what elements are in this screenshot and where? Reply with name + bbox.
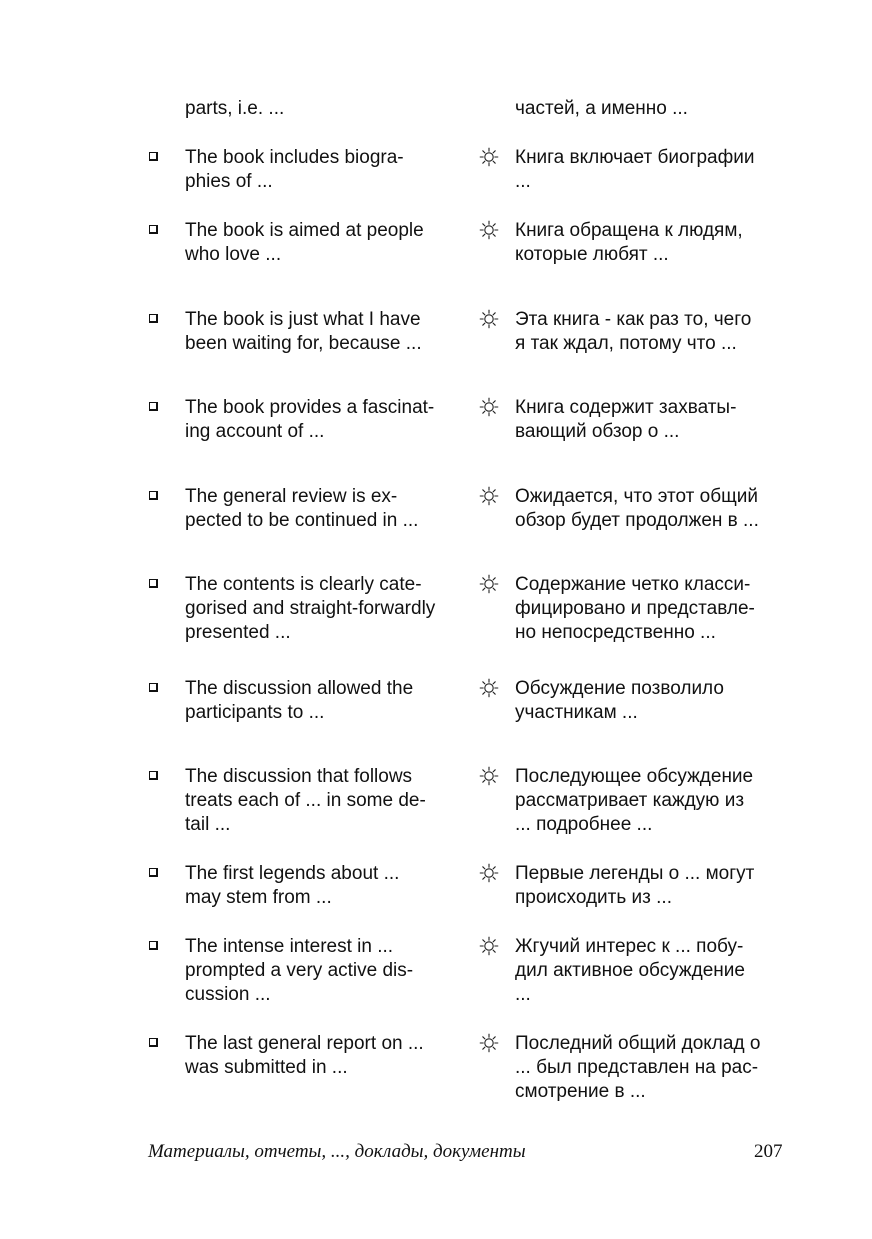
english-phrase-line: prompted a very active dis- (185, 960, 414, 982)
english-phrase (185, 146, 404, 194)
russian-translation (515, 677, 724, 725)
english-phrase-line: gorised and straight-forwardly (185, 598, 436, 620)
russian-translation-line: Эта книга - как раз то, чего (515, 309, 752, 330)
sun-icon (479, 220, 499, 240)
russian-translation-line: Книга обращена к людям, (515, 220, 743, 241)
english-phrase-line: The last general report on ... (185, 1033, 424, 1054)
russian-translation-line: ... (515, 984, 531, 1006)
english-phrase-line: phies of ... (185, 171, 273, 193)
english-phrase-line: The book is just what I have (185, 309, 421, 330)
russian-translation-line: Книга включает биографии (515, 147, 755, 168)
english-phrase-line: The intense interest in ... (185, 936, 394, 957)
sun-icon (479, 397, 499, 417)
russian-translation (515, 485, 759, 533)
russian-translation (515, 146, 754, 194)
sun-icon (479, 574, 499, 594)
checkbox-square-icon (149, 225, 158, 234)
russian-translation-line: Книга содержит захваты- (515, 397, 737, 418)
english-phrase-line: treats each of ... in some de- (185, 790, 426, 812)
english-phrase (185, 396, 434, 444)
checkbox-square-icon (149, 771, 158, 780)
english-phrase (185, 219, 424, 267)
russian-translation-line: фицировано и представле- (515, 598, 755, 620)
russian-translation (515, 862, 754, 910)
sun-icon (479, 936, 499, 956)
english-phrase-line: tail ... (185, 814, 231, 836)
english-phrase-line: presented ... (185, 622, 291, 644)
sun-icon (479, 486, 499, 506)
sun-icon (479, 1033, 499, 1053)
russian-translation (515, 396, 736, 444)
checkbox-square-icon (149, 579, 158, 588)
sun-icon (479, 309, 499, 329)
english-phrase (185, 308, 422, 356)
russian-translation-line: вающий обзор о ... (515, 421, 680, 443)
russian-translation-line: ... был представлен на рас- (515, 1057, 759, 1079)
sun-icon (479, 147, 499, 167)
english-phrase (185, 862, 399, 910)
english-phrase-line: The first legends about ... (185, 863, 400, 884)
sun-icon (479, 863, 499, 883)
russian-translation-line: обзор будет продолжен в ... (515, 510, 759, 532)
running-footer-title: Материалы, отчеты, ..., доклады, документы (148, 1141, 526, 1162)
english-phrase-line: been waiting for, because ... (185, 333, 422, 355)
english-phrase-line: The discussion that follows (185, 766, 413, 787)
english-phrase-line: The contents is clearly cate- (185, 574, 422, 595)
english-phrase (185, 677, 413, 725)
english-phrase (185, 765, 426, 838)
english-phrase (185, 573, 435, 646)
russian-translation-line: ... подробнее ... (515, 814, 653, 836)
russian-translation-line: ... (515, 171, 531, 193)
page-number: 207 (754, 1141, 783, 1162)
russian-translation-line: Ожидается, что этот общий (515, 486, 758, 507)
english-phrase-line: participants to ... (185, 702, 325, 724)
russian-translation (515, 1032, 760, 1105)
english-phrase-line: was submitted in ... (185, 1057, 348, 1079)
english-phrase (185, 1032, 424, 1080)
russian-translation-line: которые любят ... (515, 244, 669, 266)
checkbox-square-icon (149, 868, 158, 877)
russian-translation-line: Последующее обсуждение (515, 766, 754, 787)
english-phrase-line: who love ... (185, 244, 282, 266)
checkbox-square-icon (149, 314, 158, 323)
russian-translation-line: смотрение в ... (515, 1081, 646, 1103)
intro-russian: частей, а именно ... (515, 98, 688, 119)
english-phrase-line: The book includes biogra- (185, 147, 404, 168)
english-phrase (185, 935, 413, 1008)
sun-icon (479, 678, 499, 698)
english-phrase-line: pected to be continued in ... (185, 510, 419, 532)
russian-translation (515, 573, 755, 646)
russian-translation-line: происходить из ... (515, 887, 672, 909)
checkbox-square-icon (149, 683, 158, 692)
russian-translation-line: но непосредственно ... (515, 622, 716, 644)
checkbox-square-icon (149, 491, 158, 500)
english-phrase-line: cussion ... (185, 984, 271, 1006)
russian-translation-line: Содержание четко класси- (515, 574, 751, 595)
english-phrase-line: ing account of ... (185, 421, 325, 443)
russian-translation-line: участникам ... (515, 702, 638, 724)
english-phrase (185, 485, 418, 533)
checkbox-square-icon (149, 1038, 158, 1047)
russian-translation-line: дил активное обсуждение (515, 960, 745, 982)
checkbox-square-icon (149, 402, 158, 411)
english-phrase-line: may stem from ... (185, 887, 332, 909)
russian-translation-line: Жгучий интерес к ... побу- (515, 936, 744, 957)
russian-translation (515, 308, 751, 356)
russian-translation-line: рассматривает каждую из (515, 790, 745, 812)
russian-translation (515, 219, 743, 267)
russian-translation-line: Последний общий доклад о (515, 1033, 761, 1054)
russian-translation-line: Обсуждение позволило (515, 678, 724, 699)
checkbox-square-icon (149, 152, 158, 161)
sun-icon (479, 766, 499, 786)
english-phrase-line: The book provides a fascinat- (185, 397, 435, 418)
english-phrase-line: The general review is ex- (185, 486, 398, 507)
russian-translation (515, 935, 745, 1008)
intro-english: parts, i.e. ... (185, 98, 285, 119)
english-phrase-line: The book is aimed at people (185, 220, 424, 241)
russian-translation-line: Первые легенды о ... могут (515, 863, 755, 884)
russian-translation-line: я так ждал, потому что ... (515, 333, 737, 355)
russian-translation (515, 765, 753, 838)
english-phrase-line: The discussion allowed the (185, 678, 414, 699)
checkbox-square-icon (149, 941, 158, 950)
